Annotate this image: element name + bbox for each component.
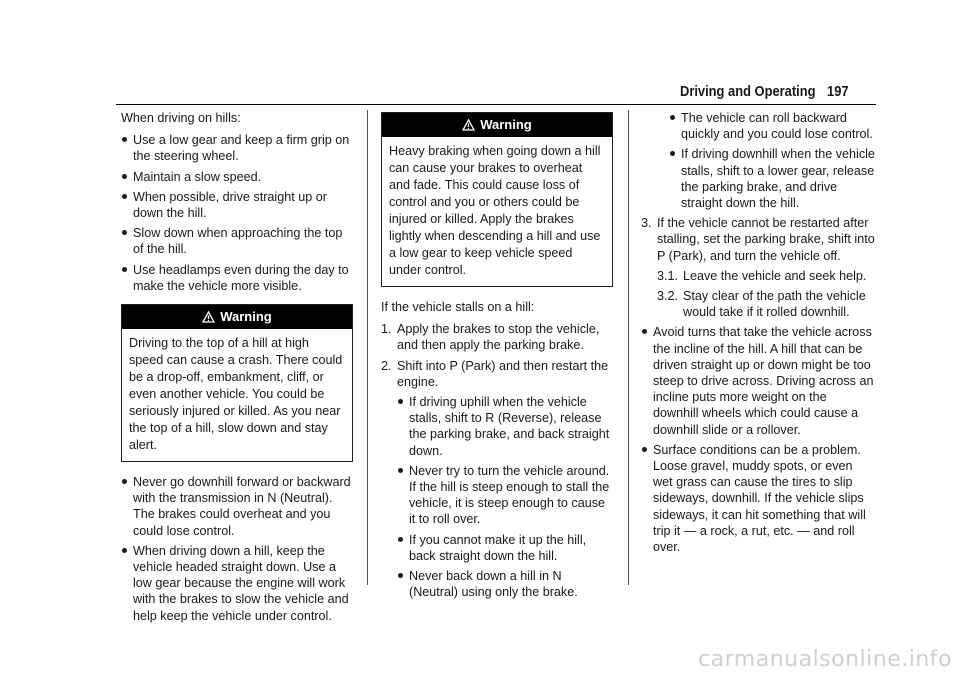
bullet-icon xyxy=(122,230,127,235)
bullet-icon xyxy=(642,329,647,334)
bullet-icon xyxy=(642,447,647,452)
list-item: Use a low gear and keep a firm grip on the steering wheel. xyxy=(121,132,353,164)
bullet-icon xyxy=(398,537,403,542)
bullet-icon xyxy=(122,194,127,199)
bullet-icon xyxy=(122,479,127,484)
warning-box xyxy=(381,112,613,287)
stall-steps xyxy=(381,321,613,600)
list-item: When possible, drive straight up or down the hill. xyxy=(121,189,353,221)
bullet-icon xyxy=(122,548,127,553)
warning-header xyxy=(122,305,352,329)
stall-intro: If the vehicle stalls on a hill: xyxy=(381,300,535,314)
continued-sub-list xyxy=(669,110,875,211)
list-item: If driving downhill when the vehicle stalls, shift to a lower gear, release the parking brake, and drive straight down the hill. xyxy=(669,146,875,211)
column-3 xyxy=(641,110,875,559)
watermark: carmanualsonline.info xyxy=(698,647,952,672)
column-divider xyxy=(628,110,629,585)
bullet-icon xyxy=(670,151,675,156)
warning-text: Heavy braking when going down a hill can cause your brakes to overheat and fade. This could cause loss of control and you or others could be injured or killed. Apply the brakes lightly when descending a hill and use a low gear to keep vehicle speed under control. xyxy=(389,144,601,277)
warning-text: Driving to the top of a hill at high speed can cause a crash. There could be a drop-off, embankment, cliff, or even another vehicle. You could be seriously injured or killed. As you near the top of a hill, slow down and stay alert. xyxy=(129,336,343,453)
header-rule xyxy=(116,104,876,105)
bullet-icon xyxy=(398,399,403,404)
hill-intro: When driving on hills: xyxy=(121,111,241,125)
bullet-icon xyxy=(398,468,403,473)
list-item: Never go downhill forward or backward with the transmission in N (Neutral). The brakes could overheat and you could lose control. xyxy=(121,474,353,539)
list-item: Maintain a slow speed. xyxy=(121,169,353,185)
downhill-tips-list xyxy=(121,474,353,624)
step-number: 1. xyxy=(381,322,392,337)
step-sub-list xyxy=(397,394,613,600)
page-number: 197 xyxy=(827,83,849,100)
column-1 xyxy=(121,110,353,628)
list-item: Never try to turn the vehicle around. If the hill is steep enough to stall the vehicle, it is steep enough to cause it to roll over. xyxy=(397,463,613,528)
substep-number: 3.2. xyxy=(657,289,679,304)
list-item: Surface conditions can be a problem. Loose gravel, muddy spots, or even wet grass can cause the tires to slip sideways, downhill. If the vehicle slips sideways, it can hit something that will trip it — a rock, a rut, etc. — and roll over. xyxy=(641,442,875,555)
stall-steps-continued xyxy=(641,215,875,320)
bullet-icon xyxy=(398,573,403,578)
list-item: Slow down when approaching the top of the hill. xyxy=(121,225,353,257)
warning-triangle-icon xyxy=(202,311,215,323)
step-number: 3. xyxy=(641,216,652,231)
bullet-icon xyxy=(122,174,127,179)
hill-tips-list xyxy=(121,132,353,294)
hill-surface-list xyxy=(641,324,875,555)
step-item: 1. Apply the brakes to stop the vehicle, and then apply the parking brake. xyxy=(381,322,600,353)
list-item: If driving uphill when the vehicle stalls, shift to R (Reverse), release the parking brake, and back straight down. xyxy=(397,394,613,459)
warning-header xyxy=(382,113,612,137)
list-item: Avoid turns that take the vehicle across the incline of the hill. A hill that can be driven straight up or down might be too steep to drive across. Driving across an incline puts more weight on the downhill wheels which could cause a downhill slide or a rollover. xyxy=(641,324,875,437)
substep-item: 3.2. Stay clear of the path the vehicle would take if it rolled downhill. xyxy=(657,289,866,320)
bullet-icon xyxy=(670,115,675,120)
column-2 xyxy=(381,110,613,604)
list-item: Never back down a hill in N (Neutral) using only the brake. xyxy=(397,568,613,600)
page-header xyxy=(680,83,849,100)
bullet-icon xyxy=(122,137,127,142)
list-item: When driving down a hill, keep the vehicle headed straight down. Use a low gear because the engine will work with the brakes to slow the vehicle and help keep the vehicle under control. xyxy=(121,543,353,624)
step-item: 3. If the vehicle cannot be restarted after stalling, set the parking brake, shift into P (Park), and turn the vehicle off. 3.1. Leave the vehicle and seek help. 3.2. Stay clear of the path the vehicle would take if it rolled downhill. xyxy=(641,216,875,320)
warning-title: Warning xyxy=(220,308,272,324)
warning-title: Warning xyxy=(480,116,532,132)
list-item: The vehicle can roll backward quickly and you could lose control. xyxy=(669,110,875,142)
step-number: 2. xyxy=(381,358,392,373)
column-divider xyxy=(367,110,368,585)
warning-box xyxy=(121,304,353,462)
list-item: Use headlamps even during the day to make the vehicle more visible. xyxy=(121,262,353,294)
bullet-icon xyxy=(122,267,127,272)
substep-number: 3.1. xyxy=(657,268,679,283)
warning-triangle-icon xyxy=(462,119,475,131)
step-item: 2. Shift into P (Park) and then restart the engine. If driving uphill when the vehicle stalls, shift to R (Reverse), release the parking brake, and back straight down. Never try to turn the vehicle around. If the hill is steep enough to stall the vehicle, it is steep enough to cause it to roll over. If you cannot make it up the hill, back straight down the hill. Never back down a hill in N (Neutral) using only the brake. xyxy=(381,358,613,601)
substep-list xyxy=(657,268,875,321)
section-title: Driving and Operating xyxy=(680,83,816,100)
substep-item: 3.1. Leave the vehicle and seek help. xyxy=(657,268,867,283)
list-item: If you cannot make it up the hill, back straight down the hill. xyxy=(397,532,613,564)
